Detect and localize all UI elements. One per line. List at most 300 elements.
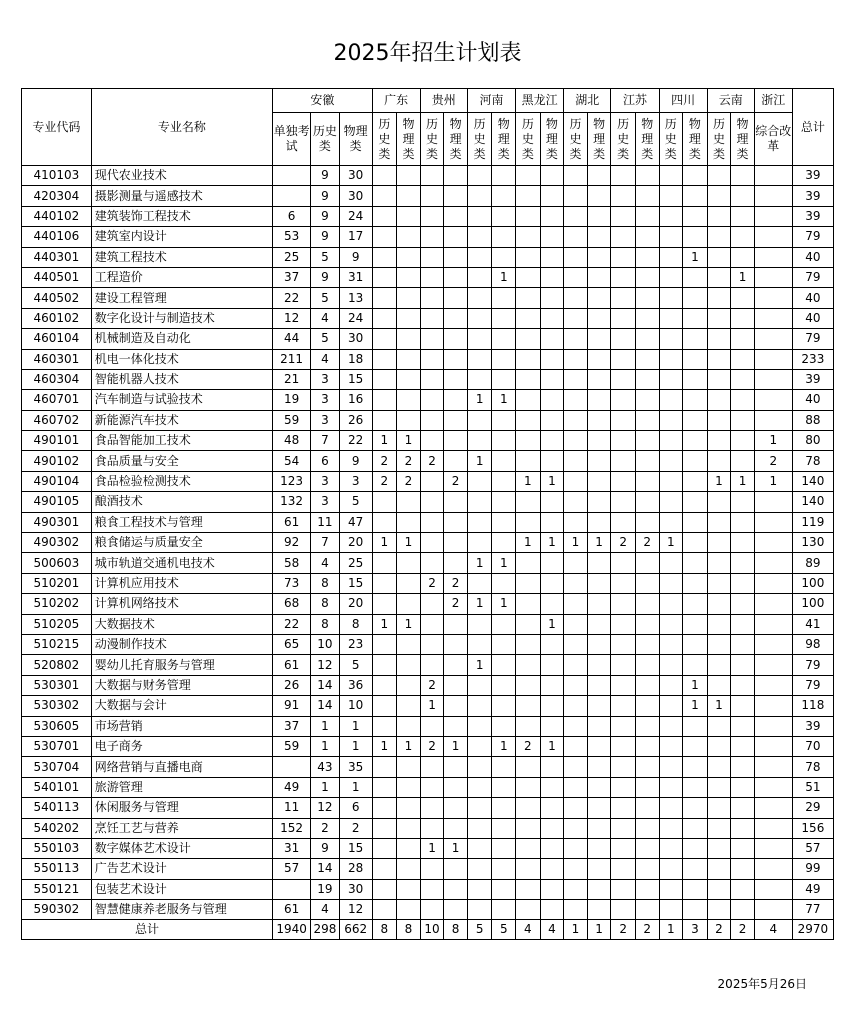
table-cell (635, 675, 659, 695)
table-cell: 47 (339, 512, 372, 532)
row-total: 39 (792, 186, 833, 206)
major-name: 粮食工程技术与管理 (91, 512, 272, 532)
table-cell (635, 349, 659, 369)
major-code: 540202 (22, 818, 92, 838)
table-cell: 16 (339, 390, 372, 410)
table-cell (635, 186, 659, 206)
table-cell (397, 410, 421, 430)
table-cell: 59 (273, 410, 311, 430)
table-cell (444, 431, 468, 451)
row-total: 118 (792, 696, 833, 716)
row-total: 39 (792, 206, 833, 226)
table-cell (731, 512, 755, 532)
total-cell: 8 (397, 920, 421, 940)
table-cell (635, 736, 659, 756)
table-cell (635, 247, 659, 267)
major-code: 440106 (22, 227, 92, 247)
table-cell (754, 288, 792, 308)
table-cell (635, 716, 659, 736)
table-cell (564, 410, 588, 430)
table-cell (731, 308, 755, 328)
table-cell (707, 206, 731, 226)
table-cell (372, 798, 397, 818)
table-cell (467, 329, 492, 349)
table-cell (492, 614, 516, 634)
table-cell (635, 777, 659, 797)
table-cell (420, 308, 444, 328)
row-total: 29 (792, 798, 833, 818)
table-cell (659, 634, 683, 654)
totals-row (22, 920, 834, 940)
table-cell (516, 634, 541, 654)
table-cell (611, 818, 636, 838)
table-cell (731, 859, 755, 879)
table-cell (611, 329, 636, 349)
table-cell (731, 410, 755, 430)
table-cell (707, 594, 731, 614)
table-cell (635, 573, 659, 593)
table-cell (444, 696, 468, 716)
table-cell: 1 (467, 553, 492, 573)
table-cell: 4 (311, 349, 340, 369)
table-cell (492, 369, 516, 389)
total-cell: 2 (707, 920, 731, 940)
table-cell (492, 206, 516, 226)
table-cell (707, 553, 731, 573)
major-name: 数字化设计与制造技术 (91, 308, 272, 328)
table-cell (611, 492, 636, 512)
table-cell: 9 (339, 247, 372, 267)
table-cell (683, 553, 708, 573)
table-cell (516, 655, 541, 675)
total-cell: 5 (492, 920, 516, 940)
table-cell (420, 369, 444, 389)
table-cell (540, 329, 564, 349)
table-cell (420, 492, 444, 512)
table-row (22, 227, 834, 247)
table-cell: 24 (339, 308, 372, 328)
table-cell (564, 614, 588, 634)
table-cell (492, 166, 516, 186)
table-cell: 9 (311, 227, 340, 247)
table-row (22, 716, 834, 736)
table-cell: 1 (516, 533, 541, 553)
table-cell (659, 879, 683, 899)
table-cell: 5 (311, 329, 340, 349)
table-cell (540, 390, 564, 410)
table-cell (611, 900, 636, 920)
table-cell (492, 634, 516, 654)
table-cell (635, 410, 659, 430)
table-cell (540, 838, 564, 858)
table-cell (659, 492, 683, 512)
table-cell (683, 267, 708, 287)
table-cell: 1 (587, 533, 611, 553)
major-code: 490301 (22, 512, 92, 532)
table-cell: 18 (339, 349, 372, 369)
table-cell (467, 492, 492, 512)
table-cell (444, 206, 468, 226)
major-name: 电子商务 (91, 736, 272, 756)
table-cell (683, 859, 708, 879)
table-cell: 1 (492, 267, 516, 287)
table-cell: 49 (273, 777, 311, 797)
table-cell (564, 227, 588, 247)
table-cell (635, 206, 659, 226)
total-cell: 1 (564, 920, 588, 940)
table-cell (516, 206, 541, 226)
major-name: 休闲服务与管理 (91, 798, 272, 818)
major-name: 计算机应用技术 (91, 573, 272, 593)
table-cell (444, 859, 468, 879)
row-total: 80 (792, 431, 833, 451)
total-cell: 4 (754, 920, 792, 940)
table-cell: 1 (467, 655, 492, 675)
table-row (22, 206, 834, 226)
table-cell (444, 492, 468, 512)
table-cell (420, 471, 444, 491)
table-cell (731, 736, 755, 756)
table-cell (611, 451, 636, 471)
table-cell: 1 (540, 533, 564, 553)
table-cell (444, 777, 468, 797)
table-cell: 4 (311, 553, 340, 573)
table-cell (420, 431, 444, 451)
table-cell (273, 186, 311, 206)
total-cell: 5 (467, 920, 492, 940)
table-cell (611, 838, 636, 858)
table-cell: 8 (311, 614, 340, 634)
table-cell (564, 349, 588, 369)
table-cell (467, 675, 492, 695)
header-province: 广东 (372, 89, 420, 113)
table-cell (372, 186, 397, 206)
table-row (22, 431, 834, 451)
table-cell: 8 (339, 614, 372, 634)
table-cell: 14 (311, 675, 340, 695)
table-cell (516, 798, 541, 818)
row-total: 79 (792, 655, 833, 675)
table-cell (754, 329, 792, 349)
table-cell (492, 798, 516, 818)
total-cell: 1 (659, 920, 683, 940)
row-total: 79 (792, 267, 833, 287)
table-cell (731, 186, 755, 206)
table-cell (635, 879, 659, 899)
table-cell: 1 (311, 736, 340, 756)
table-cell (397, 166, 421, 186)
table-cell (587, 716, 611, 736)
table-cell (397, 512, 421, 532)
table-row (22, 451, 834, 471)
table-cell: 17 (339, 227, 372, 247)
table-cell (635, 492, 659, 512)
table-cell (397, 288, 421, 308)
table-cell: 1 (492, 390, 516, 410)
table-cell (564, 655, 588, 675)
table-cell: 9 (311, 206, 340, 226)
row-total: 39 (792, 369, 833, 389)
major-code: 500603 (22, 553, 92, 573)
table-cell: 1 (467, 594, 492, 614)
table-cell (467, 900, 492, 920)
table-cell (731, 492, 755, 512)
table-cell (683, 573, 708, 593)
table-cell (516, 369, 541, 389)
major-name: 婴幼儿托育服务与管理 (91, 655, 272, 675)
table-cell (707, 859, 731, 879)
table-cell (372, 716, 397, 736)
table-cell (707, 166, 731, 186)
table-cell (397, 227, 421, 247)
totals-label: 总计 (22, 920, 273, 940)
table-cell: 7 (311, 431, 340, 451)
total-cell: 1 (587, 920, 611, 940)
table-cell: 1 (397, 431, 421, 451)
table-cell (707, 329, 731, 349)
table-cell (564, 471, 588, 491)
table-cell (564, 390, 588, 410)
table-cell: 19 (273, 390, 311, 410)
table-cell (540, 859, 564, 879)
table-cell (372, 634, 397, 654)
table-cell (587, 879, 611, 899)
table-cell (707, 451, 731, 471)
table-row (22, 533, 834, 553)
major-name: 机电一体化技术 (91, 349, 272, 369)
table-cell (611, 675, 636, 695)
header-subcategory: 单独考试 (273, 113, 311, 166)
major-name: 粮食储运与质量安全 (91, 533, 272, 553)
table-cell (683, 369, 708, 389)
table-cell (707, 655, 731, 675)
table-cell (444, 247, 468, 267)
table-cell: 1 (339, 716, 372, 736)
table-cell (467, 716, 492, 736)
header-subcategory: 物理类 (444, 113, 468, 166)
table-row (22, 655, 834, 675)
major-code: 490302 (22, 533, 92, 553)
table-cell (467, 349, 492, 369)
row-total: 99 (792, 859, 833, 879)
table-cell (754, 838, 792, 858)
table-cell (372, 757, 397, 777)
table-cell (420, 859, 444, 879)
table-cell: 30 (339, 186, 372, 206)
major-code: 440502 (22, 288, 92, 308)
table-cell (731, 716, 755, 736)
table-row (22, 900, 834, 920)
table-cell: 1 (540, 736, 564, 756)
table-cell (754, 410, 792, 430)
table-cell (516, 777, 541, 797)
table-cell (516, 431, 541, 451)
table-cell (444, 410, 468, 430)
table-cell (635, 227, 659, 247)
table-cell: 1 (492, 736, 516, 756)
table-cell (683, 410, 708, 430)
table-cell (683, 736, 708, 756)
table-row (22, 492, 834, 512)
header-province: 江苏 (611, 89, 659, 113)
table-cell (540, 227, 564, 247)
table-row (22, 410, 834, 430)
table-cell (635, 431, 659, 451)
table-row (22, 471, 834, 491)
header-total: 总计 (792, 89, 833, 166)
table-cell: 2 (420, 573, 444, 593)
table-cell: 2 (754, 451, 792, 471)
header-province: 云南 (707, 89, 754, 113)
table-cell (731, 288, 755, 308)
table-cell (420, 553, 444, 573)
table-cell: 2 (444, 471, 468, 491)
major-code: 540113 (22, 798, 92, 818)
table-cell (420, 757, 444, 777)
table-cell (444, 900, 468, 920)
table-cell (707, 267, 731, 287)
header-subcategory: 历史类 (659, 113, 683, 166)
table-cell (754, 349, 792, 369)
table-cell (420, 166, 444, 186)
table-cell (467, 798, 492, 818)
table-cell (492, 696, 516, 716)
table-cell (372, 696, 397, 716)
header-subcategory: 历史类 (420, 113, 444, 166)
table-cell (372, 553, 397, 573)
table-cell (467, 471, 492, 491)
table-cell (516, 166, 541, 186)
table-cell: 1 (683, 696, 708, 716)
table-cell (659, 696, 683, 716)
table-row (22, 614, 834, 634)
table-cell (683, 471, 708, 491)
table-cell (420, 614, 444, 634)
table-cell: 12 (273, 308, 311, 328)
major-code: 490104 (22, 471, 92, 491)
table-cell (731, 451, 755, 471)
table-cell (564, 431, 588, 451)
table-cell (516, 451, 541, 471)
table-cell (372, 492, 397, 512)
table-cell (659, 247, 683, 267)
table-cell (516, 186, 541, 206)
table-cell (587, 512, 611, 532)
table-cell (683, 227, 708, 247)
table-cell (683, 349, 708, 369)
table-cell (659, 655, 683, 675)
table-cell: 43 (311, 757, 340, 777)
table-cell (611, 573, 636, 593)
table-cell (516, 614, 541, 634)
table-cell (587, 838, 611, 858)
table-cell (492, 308, 516, 328)
table-cell (659, 206, 683, 226)
table-cell: 73 (273, 573, 311, 593)
table-cell (754, 900, 792, 920)
table-cell (754, 634, 792, 654)
table-cell (611, 227, 636, 247)
table-cell (587, 573, 611, 593)
table-cell (731, 533, 755, 553)
table-cell (467, 227, 492, 247)
table-cell (587, 614, 611, 634)
major-code: 510201 (22, 573, 92, 593)
table-cell (467, 267, 492, 287)
table-cell (467, 696, 492, 716)
table-cell (420, 655, 444, 675)
table-cell (397, 757, 421, 777)
table-cell (587, 390, 611, 410)
table-cell (516, 818, 541, 838)
major-name: 摄影测量与遥感技术 (91, 186, 272, 206)
table-cell (635, 818, 659, 838)
table-cell (444, 757, 468, 777)
table-cell (754, 492, 792, 512)
table-cell: 1 (397, 533, 421, 553)
table-cell (540, 757, 564, 777)
table-cell: 35 (339, 757, 372, 777)
table-cell (659, 451, 683, 471)
major-code: 460301 (22, 349, 92, 369)
total-cell: 2970 (792, 920, 833, 940)
table-cell (540, 247, 564, 267)
table-cell: 1 (659, 533, 683, 553)
header-province: 黑龙江 (516, 89, 564, 113)
table-cell (420, 267, 444, 287)
table-cell (754, 227, 792, 247)
table-cell (397, 247, 421, 267)
table-cell (659, 227, 683, 247)
header-subcategory: 物理类 (635, 113, 659, 166)
table-cell: 65 (273, 634, 311, 654)
total-cell: 662 (339, 920, 372, 940)
table-cell (540, 267, 564, 287)
table-cell (754, 696, 792, 716)
table-cell: 10 (339, 696, 372, 716)
total-cell: 1940 (273, 920, 311, 940)
table-cell (683, 777, 708, 797)
table-cell (659, 431, 683, 451)
table-cell (372, 859, 397, 879)
table-cell: 24 (339, 206, 372, 226)
table-cell (540, 777, 564, 797)
table-cell (731, 369, 755, 389)
table-cell (587, 267, 611, 287)
table-cell: 3 (339, 471, 372, 491)
table-cell: 7 (311, 533, 340, 553)
table-cell (397, 308, 421, 328)
table-cell (420, 410, 444, 430)
header-province: 四川 (659, 89, 707, 113)
table-cell (635, 655, 659, 675)
major-code: 440301 (22, 247, 92, 267)
table-cell (492, 777, 516, 797)
table-cell (611, 553, 636, 573)
table-cell: 8 (311, 573, 340, 593)
table-cell (420, 798, 444, 818)
table-cell: 11 (311, 512, 340, 532)
table-cell (492, 716, 516, 736)
table-cell: 1 (372, 431, 397, 451)
table-cell (635, 553, 659, 573)
table-cell (467, 247, 492, 267)
table-cell: 6 (273, 206, 311, 226)
table-cell (372, 267, 397, 287)
table-cell (683, 206, 708, 226)
table-cell (707, 186, 731, 206)
table-row (22, 247, 834, 267)
